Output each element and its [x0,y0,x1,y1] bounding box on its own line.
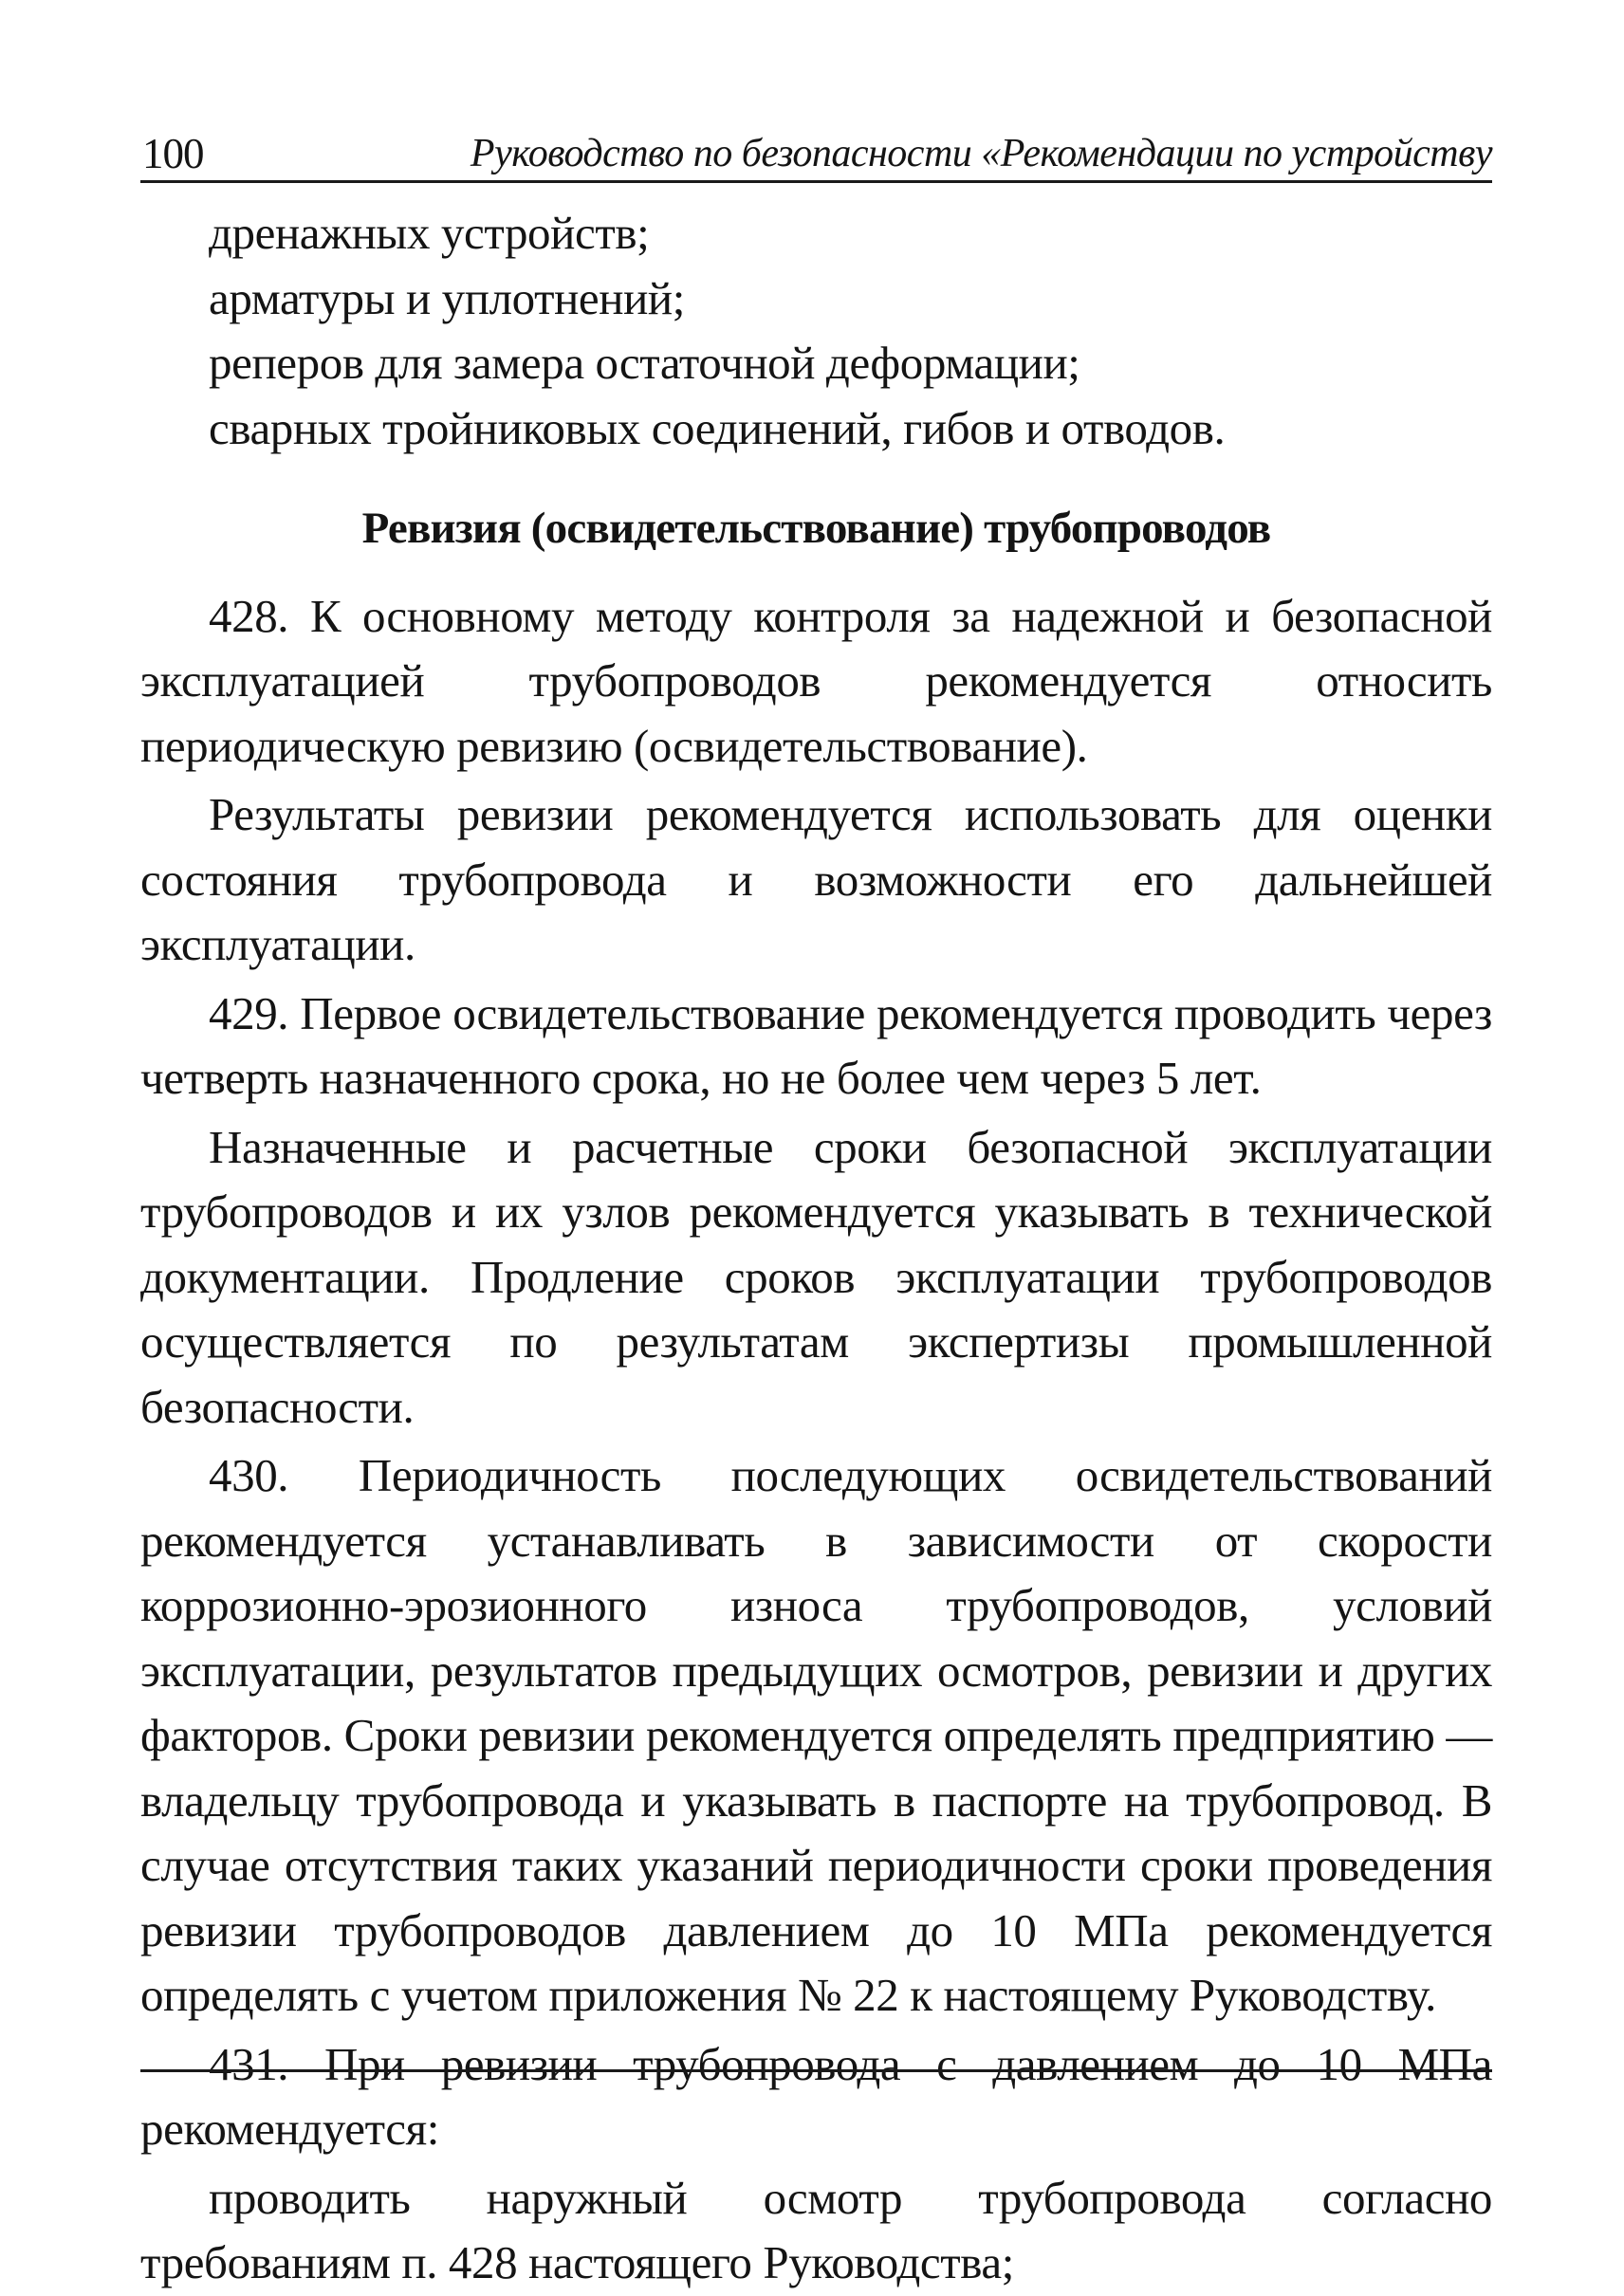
running-title: Руководство по безопасности «Рекомендации по устройству [470,132,1492,175]
paragraph-428: 428. К основному методу контроля за надежной и безопасной эксплуатацией трубопроводов рекомендуется относить периодическую ревизию (освидетельствование). [140,589,1492,772]
running-header [140,131,1492,183]
body-text [140,201,1492,2296]
list-item: сварных тройниковых соединений, гибов и отводов. [209,401,1226,454]
list-item: дренажных устройств; [209,207,650,259]
paragraph-429: 429. Первое освидетельствование рекомендуется проводить через четверть назначенного срока, но не более чем через 5 лет. [140,986,1492,1104]
page-number: 100 [142,130,204,177]
paragraph-revision-results: Результаты ревизии рекомендуется использовать для оценки состояния трубопровода и возможности его дальнейшей эксплуатации. [140,788,1492,970]
paragraph-service-terms: Назначенные и расчетные сроки безопасной эксплуатации трубопроводов и их узлов рекомендуется указывать в технической документации. Продление сроков эксплуатации трубопроводов осуществляется по результатам экспертизы промышленной безопасности. [140,1120,1492,1433]
paragraph-430: 430. Периодичность последующих освидетельствований рекомендуется устанавливать в зависимости от скорости коррозионно-эрозионного износа трубопроводов, условий эксплуатации, результатов предыдущих осмотров, ревизии и других факторов. Сроки ревизии рекомендуется определять предприятию — владельцу трубопровода и указывать в паспорте на трубопровод. В случае отсутствия таких указаний периодичности сроки проведения ревизии трубопроводов давлением до 10 МПа рекомендуется определять с учетом приложения № 22 к настоящему Руководству. [140,1449,1492,2021]
list-item: реперов для замера остаточной деформации; [209,337,1080,389]
paragraph-431: 431. При ревизии трубопровода с давлением до 10 МПа рекомендуется: [140,2037,1492,2155]
footer-rule [140,2069,1492,2072]
paragraph-external-inspection: проводить наружный осмотр трубопровода согласно требованиям п. 428 настоящего Руководства; [140,2171,1492,2288]
list-item: арматуры и уплотнений; [209,271,685,324]
section-heading: Ревизия (освидетельствование) трубопроводов [361,504,1271,553]
